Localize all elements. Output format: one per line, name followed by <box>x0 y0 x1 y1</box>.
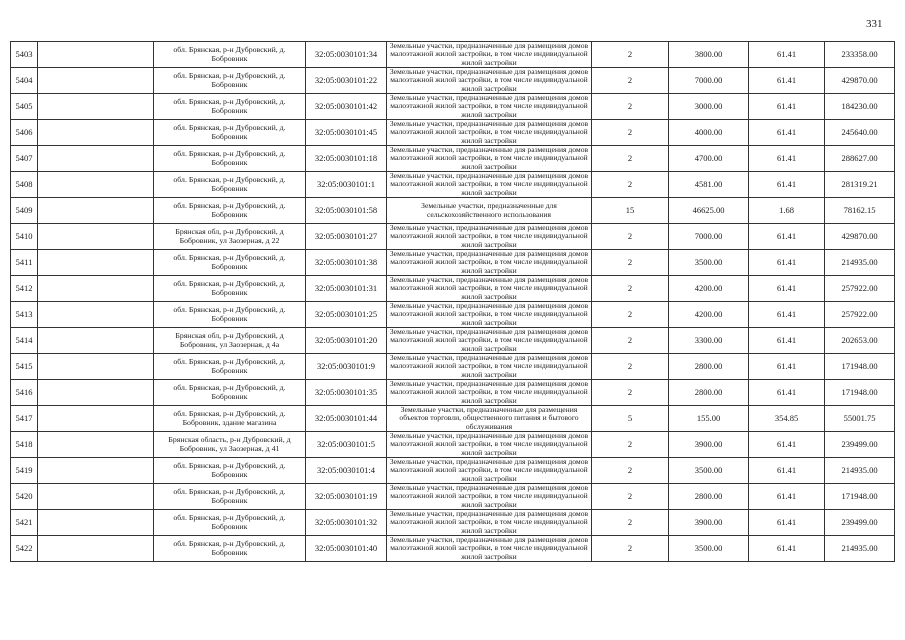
group-cell: 2 <box>592 458 669 484</box>
row-number-cell: 5421 <box>11 510 38 536</box>
row-number-cell: 5417 <box>11 406 38 432</box>
cadastral-number-cell: 32:05:0030101:58 <box>306 198 387 224</box>
group-cell: 2 <box>592 42 669 68</box>
land-purpose-cell: Земельные участки, предназначенные для размещения домов малоэтажной жилой застройки, в том числе индивидуальной жилой застройки <box>387 146 592 172</box>
specific-value-cell: 61.41 <box>749 302 825 328</box>
area-cell: 7000.00 <box>669 68 749 94</box>
empty-cell <box>38 276 154 302</box>
address-cell: обл. Брянская, р-н Дубровский, д. Бобровник <box>154 510 306 536</box>
row-number-cell: 5411 <box>11 250 38 276</box>
address-cell: обл. Брянская, р-н Дубровский, д. Бобровник <box>154 250 306 276</box>
table-row <box>11 120 895 146</box>
area-cell: 3500.00 <box>669 536 749 562</box>
empty-cell <box>38 328 154 354</box>
row-number-cell: 5413 <box>11 302 38 328</box>
table-row <box>11 42 895 68</box>
row-number-cell: 5407 <box>11 146 38 172</box>
address-cell: обл. Брянская, р-н Дубровский, д. Бобровник <box>154 42 306 68</box>
row-number-cell: 5406 <box>11 120 38 146</box>
row-number-cell: 5415 <box>11 354 38 380</box>
address-cell: обл. Брянская, р-н Дубровский, д. Бобровник <box>154 146 306 172</box>
cadastral-number-cell: 32:05:0030101:42 <box>306 94 387 120</box>
address-cell: обл. Брянская, р-н Дубровский, д. Бобровник <box>154 354 306 380</box>
cadastral-value-cell: 429870.00 <box>825 68 895 94</box>
cadastral-number-cell: 32:05:0030101:5 <box>306 432 387 458</box>
address-cell: Брянская обл, р-н Дубровский, д Бобровник, ул Заозерная, д 4а <box>154 328 306 354</box>
row-number-cell: 5419 <box>11 458 38 484</box>
area-cell: 155.00 <box>669 406 749 432</box>
land-purpose-cell: Земельные участки, предназначенные для размещения домов малоэтажной жилой застройки, в том числе индивидуальной жилой застройки <box>387 276 592 302</box>
area-cell: 4200.00 <box>669 302 749 328</box>
cadastral-value-cell: 257922.00 <box>825 276 895 302</box>
empty-cell <box>38 406 154 432</box>
cadastral-value-cell: 214935.00 <box>825 536 895 562</box>
address-cell: обл. Брянская, р-н Дубровский, д. Бобровник <box>154 302 306 328</box>
cadastral-number-cell: 32:05:0030101:27 <box>306 224 387 250</box>
empty-cell <box>38 510 154 536</box>
area-cell: 3800.00 <box>669 42 749 68</box>
address-cell: обл. Брянская, р-н Дубровский, д. Бобровник <box>154 198 306 224</box>
address-cell: обл. Брянская, р-н Дубровский, д. Бобровник <box>154 120 306 146</box>
address-cell: Брянская область, р-н Дубровский, д Бобровник, ул Заозерная, д 41 <box>154 432 306 458</box>
cadastral-number-cell: 32:05:0030101:45 <box>306 120 387 146</box>
cadastral-value-cell: 55001.75 <box>825 406 895 432</box>
table-row <box>11 276 895 302</box>
cadastral-number-cell: 32:05:0030101:18 <box>306 146 387 172</box>
table-row <box>11 328 895 354</box>
page-number: 331 <box>866 18 883 30</box>
row-number-cell: 5412 <box>11 276 38 302</box>
area-cell: 7000.00 <box>669 224 749 250</box>
address-cell: обл. Брянская, р-н Дубровский, д. Бобровник, здание магазина <box>154 406 306 432</box>
table-row <box>11 406 895 432</box>
cadastral-value-cell: 239499.00 <box>825 432 895 458</box>
land-purpose-cell: Земельные участки, предназначенные для размещения домов малоэтажной жилой застройки, в том числе индивидуальной жилой застройки <box>387 42 592 68</box>
group-cell: 2 <box>592 510 669 536</box>
specific-value-cell: 1.68 <box>749 198 825 224</box>
specific-value-cell: 354.85 <box>749 406 825 432</box>
table-row <box>11 536 895 562</box>
land-purpose-cell: Земельные участки, предназначенные для размещения домов малоэтажной жилой застройки, в том числе индивидуальной жилой застройки <box>387 510 592 536</box>
row-number-cell: 5408 <box>11 172 38 198</box>
area-cell: 4200.00 <box>669 276 749 302</box>
table-body <box>11 42 895 562</box>
empty-cell <box>38 432 154 458</box>
cadastral-number-cell: 32:05:0030101:20 <box>306 328 387 354</box>
land-purpose-cell: Земельные участки, предназначенные для размещения домов малоэтажной жилой застройки, в том числе индивидуальной жилой застройки <box>387 94 592 120</box>
group-cell: 2 <box>592 354 669 380</box>
area-cell: 3900.00 <box>669 432 749 458</box>
cadastral-value-cell: 214935.00 <box>825 250 895 276</box>
row-number-cell: 5414 <box>11 328 38 354</box>
area-cell: 3900.00 <box>669 510 749 536</box>
row-number-cell: 5403 <box>11 42 38 68</box>
cadastral-value-cell: 233358.00 <box>825 42 895 68</box>
address-cell: обл. Брянская, р-н Дубровский, д. Бобровник <box>154 94 306 120</box>
cadastral-number-cell: 32:05:0030101:19 <box>306 484 387 510</box>
cadastral-value-cell: 184230.00 <box>825 94 895 120</box>
land-purpose-cell: Земельные участки, предназначенные для размещения домов малоэтажной жилой застройки, в том числе индивидуальной жилой застройки <box>387 484 592 510</box>
cadastral-value-cell: 245640.00 <box>825 120 895 146</box>
row-number-cell: 5422 <box>11 536 38 562</box>
cadastral-value-cell: 288627.00 <box>825 146 895 172</box>
area-cell: 46625.00 <box>669 198 749 224</box>
specific-value-cell: 61.41 <box>749 354 825 380</box>
address-cell: обл. Брянская, р-н Дубровский, д. Бобровник <box>154 276 306 302</box>
table-row <box>11 68 895 94</box>
cadastral-value-cell: 171948.00 <box>825 380 895 406</box>
row-number-cell: 5404 <box>11 68 38 94</box>
empty-cell <box>38 224 154 250</box>
empty-cell <box>38 380 154 406</box>
area-cell: 4000.00 <box>669 120 749 146</box>
specific-value-cell: 61.41 <box>749 276 825 302</box>
area-cell: 3500.00 <box>669 458 749 484</box>
land-purpose-cell: Земельные участки, предназначенные для сельскохозяйственного использования <box>387 198 592 224</box>
cadastral-value-cell: 171948.00 <box>825 354 895 380</box>
cadastral-value-cell: 281319.21 <box>825 172 895 198</box>
area-cell: 2800.00 <box>669 380 749 406</box>
land-purpose-cell: Земельные участки, предназначенные для размещения домов малоэтажной жилой застройки, в том числе индивидуальной жилой застройки <box>387 302 592 328</box>
specific-value-cell: 61.41 <box>749 68 825 94</box>
group-cell: 2 <box>592 250 669 276</box>
cadastral-number-cell: 32:05:0030101:38 <box>306 250 387 276</box>
cadastral-number-cell: 32:05:0030101:9 <box>306 354 387 380</box>
group-cell: 2 <box>592 172 669 198</box>
cadastral-value-cell: 239499.00 <box>825 510 895 536</box>
table-row <box>11 94 895 120</box>
cadastral-number-cell: 32:05:0030101:22 <box>306 68 387 94</box>
land-purpose-cell: Земельные участки, предназначенные для размещения домов малоэтажной жилой застройки, в том числе индивидуальной жилой застройки <box>387 68 592 94</box>
empty-cell <box>38 484 154 510</box>
specific-value-cell: 61.41 <box>749 458 825 484</box>
land-purpose-cell: Земельные участки, предназначенные для размещения домов малоэтажной жилой застройки, в том числе индивидуальной жилой застройки <box>387 536 592 562</box>
land-purpose-cell: Земельные участки, предназначенные для размещения домов малоэтажной жилой застройки, в том числе индивидуальной жилой застройки <box>387 250 592 276</box>
empty-cell <box>38 250 154 276</box>
group-cell: 2 <box>592 276 669 302</box>
cadastral-value-cell: 202653.00 <box>825 328 895 354</box>
specific-value-cell: 61.41 <box>749 146 825 172</box>
empty-cell <box>38 302 154 328</box>
specific-value-cell: 61.41 <box>749 94 825 120</box>
table-row <box>11 380 895 406</box>
group-cell: 2 <box>592 68 669 94</box>
area-cell: 2800.00 <box>669 354 749 380</box>
table-row <box>11 510 895 536</box>
land-purpose-cell: Земельные участки, предназначенные для размещения домов малоэтажной жилой застройки, в том числе индивидуальной жилой застройки <box>387 458 592 484</box>
table-row <box>11 146 895 172</box>
specific-value-cell: 61.41 <box>749 42 825 68</box>
table-row <box>11 172 895 198</box>
cadastral-value-cell: 257922.00 <box>825 302 895 328</box>
specific-value-cell: 61.41 <box>749 120 825 146</box>
area-cell: 4700.00 <box>669 146 749 172</box>
cadastral-number-cell: 32:05:0030101:40 <box>306 536 387 562</box>
address-cell: Брянская обл, р-н Дубровский, д Бобровник, ул Заозерная, д 22 <box>154 224 306 250</box>
empty-cell <box>38 536 154 562</box>
cadastral-number-cell: 32:05:0030101:1 <box>306 172 387 198</box>
land-purpose-cell: Земельные участки, предназначенные для размещения домов малоэтажной жилой застройки, в том числе индивидуальной жилой застройки <box>387 354 592 380</box>
table-row <box>11 458 895 484</box>
cadastral-value-cell: 78162.15 <box>825 198 895 224</box>
specific-value-cell: 61.41 <box>749 250 825 276</box>
address-cell: обл. Брянская, р-н Дубровский, д. Бобровник <box>154 68 306 94</box>
cadastral-value-cell: 214935.00 <box>825 458 895 484</box>
address-cell: обл. Брянская, р-н Дубровский, д. Бобровник <box>154 458 306 484</box>
area-cell: 4581.00 <box>669 172 749 198</box>
empty-cell <box>38 198 154 224</box>
table-row <box>11 484 895 510</box>
cadastral-number-cell: 32:05:0030101:32 <box>306 510 387 536</box>
cadastral-number-cell: 32:05:0030101:4 <box>306 458 387 484</box>
row-number-cell: 5405 <box>11 94 38 120</box>
empty-cell <box>38 354 154 380</box>
land-purpose-cell: Земельные участки, предназначенные для размещения домов малоэтажной жилой застройки, в том числе индивидуальной жилой застройки <box>387 380 592 406</box>
row-number-cell: 5418 <box>11 432 38 458</box>
table-row <box>11 432 895 458</box>
group-cell: 2 <box>592 120 669 146</box>
group-cell: 5 <box>592 406 669 432</box>
group-cell: 2 <box>592 224 669 250</box>
group-cell: 2 <box>592 484 669 510</box>
land-purpose-cell: Земельные участки, предназначенные для размещения домов малоэтажной жилой застройки, в том числе индивидуальной жилой застройки <box>387 224 592 250</box>
specific-value-cell: 61.41 <box>749 224 825 250</box>
row-number-cell: 5410 <box>11 224 38 250</box>
empty-cell <box>38 120 154 146</box>
empty-cell <box>38 42 154 68</box>
group-cell: 2 <box>592 146 669 172</box>
empty-cell <box>38 458 154 484</box>
address-cell: обл. Брянская, р-н Дубровский, д. Бобровник <box>154 536 306 562</box>
table-row <box>11 224 895 250</box>
area-cell: 2800.00 <box>669 484 749 510</box>
row-number-cell: 5409 <box>11 198 38 224</box>
empty-cell <box>38 172 154 198</box>
empty-cell <box>38 146 154 172</box>
land-purpose-cell: Земельные участки, предназначенные для размещения домов малоэтажной жилой застройки, в том числе индивидуальной жилой застройки <box>387 432 592 458</box>
group-cell: 2 <box>592 380 669 406</box>
group-cell: 2 <box>592 94 669 120</box>
land-purpose-cell: Земельные участки, предназначенные для размещения домов малоэтажной жилой застройки, в том числе индивидуальной жилой застройки <box>387 328 592 354</box>
cadastral-value-cell: 429870.00 <box>825 224 895 250</box>
specific-value-cell: 61.41 <box>749 380 825 406</box>
area-cell: 3000.00 <box>669 94 749 120</box>
group-cell: 2 <box>592 432 669 458</box>
cadastral-number-cell: 32:05:0030101:25 <box>306 302 387 328</box>
address-cell: обл. Брянская, р-н Дубровский, д. Бобровник <box>154 172 306 198</box>
table-row <box>11 198 895 224</box>
specific-value-cell: 61.41 <box>749 484 825 510</box>
specific-value-cell: 61.41 <box>749 172 825 198</box>
cadastral-number-cell: 32:05:0030101:35 <box>306 380 387 406</box>
table-row <box>11 250 895 276</box>
empty-cell <box>38 94 154 120</box>
land-purpose-cell: Земельные участки, предназначенные для размещения домов малоэтажной жилой застройки, в том числе индивидуальной жилой застройки <box>387 172 592 198</box>
row-number-cell: 5416 <box>11 380 38 406</box>
table-row <box>11 354 895 380</box>
address-cell: обл. Брянская, р-н Дубровский, д. Бобровник <box>154 380 306 406</box>
specific-value-cell: 61.41 <box>749 510 825 536</box>
land-purpose-cell: Земельные участки, предназначенные для размещения домов малоэтажной жилой застройки, в том числе индивидуальной жилой застройки <box>387 120 592 146</box>
specific-value-cell: 61.41 <box>749 432 825 458</box>
table-row <box>11 302 895 328</box>
address-cell: обл. Брянская, р-н Дубровский, д. Бобровник <box>154 484 306 510</box>
land-plot-table <box>10 41 895 562</box>
group-cell: 2 <box>592 536 669 562</box>
cadastral-value-cell: 171948.00 <box>825 484 895 510</box>
group-cell: 2 <box>592 328 669 354</box>
specific-value-cell: 61.41 <box>749 328 825 354</box>
area-cell: 3500.00 <box>669 250 749 276</box>
area-cell: 3300.00 <box>669 328 749 354</box>
land-purpose-cell: Земельные участки, предназначенные для размещения объектов торговли, общественного питания и бытового обслуживания <box>387 406 592 432</box>
cadastral-number-cell: 32:05:0030101:31 <box>306 276 387 302</box>
cadastral-number-cell: 32:05:0030101:34 <box>306 42 387 68</box>
row-number-cell: 5420 <box>11 484 38 510</box>
group-cell: 2 <box>592 302 669 328</box>
cadastral-number-cell: 32:05:0030101:44 <box>306 406 387 432</box>
specific-value-cell: 61.41 <box>749 536 825 562</box>
group-cell: 15 <box>592 198 669 224</box>
empty-cell <box>38 68 154 94</box>
